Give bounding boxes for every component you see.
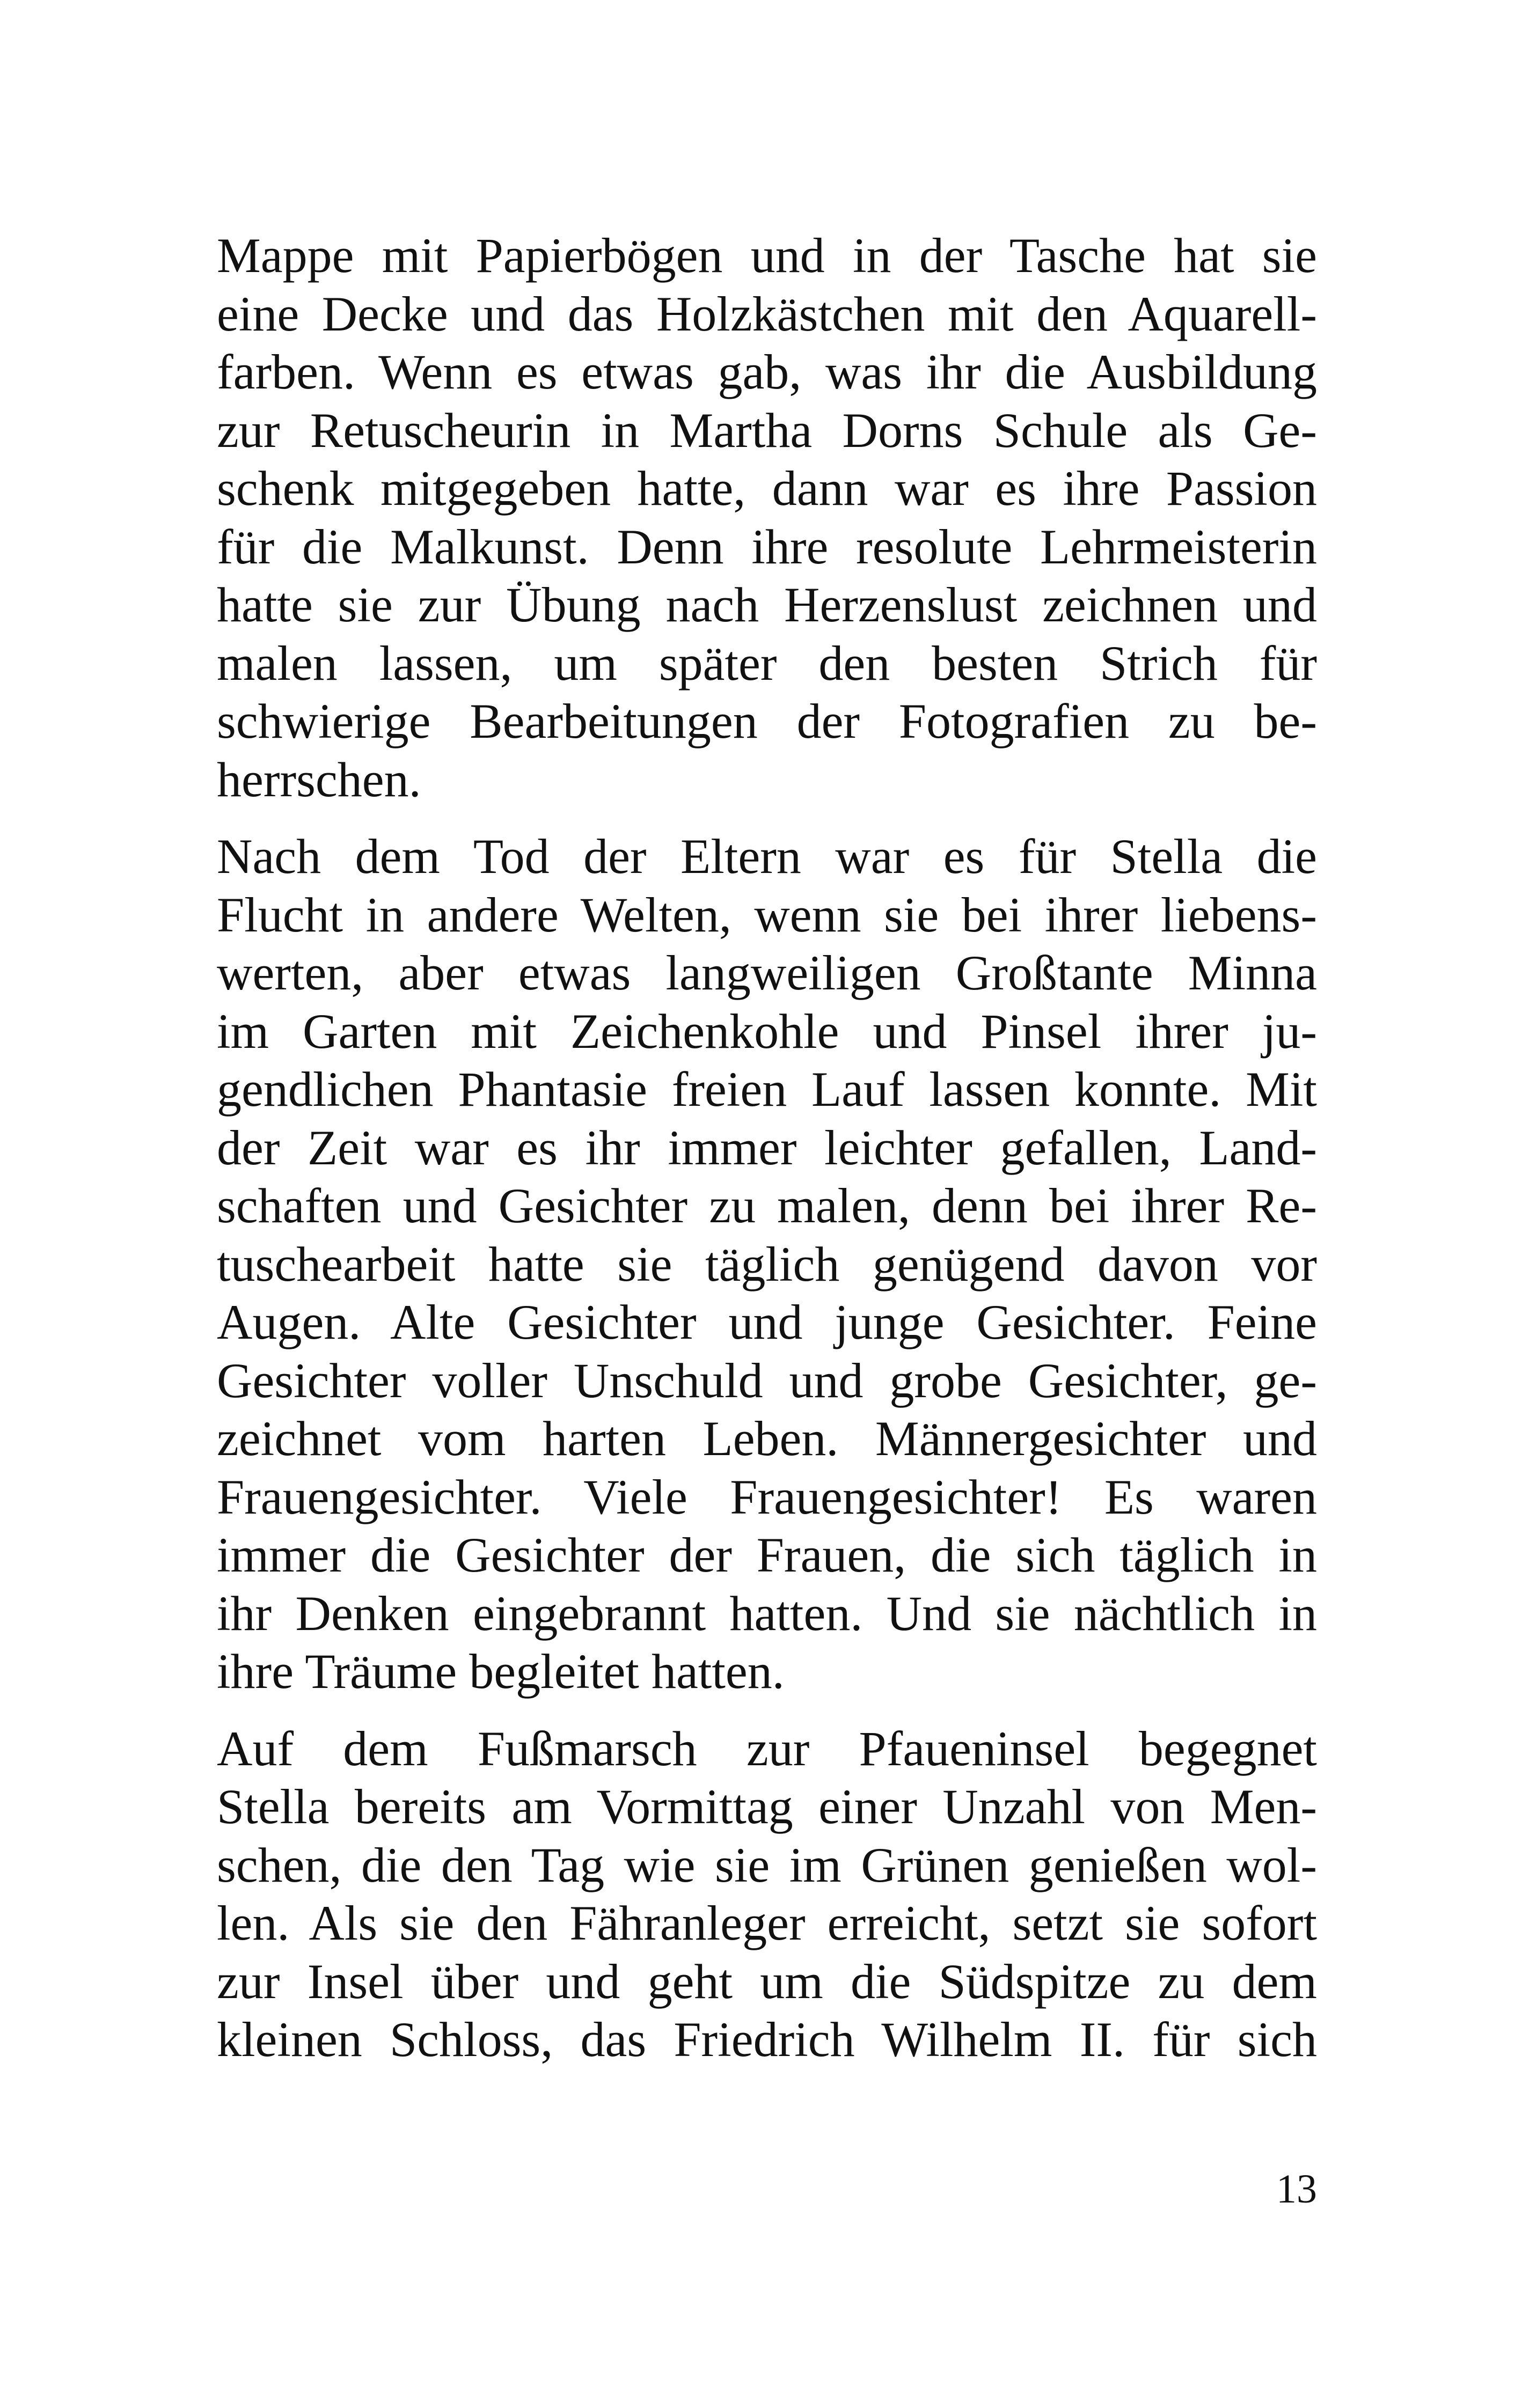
text-line: Frauengesichter. Viele Frauengesichter! Es waren (217, 1469, 1317, 1524)
text-line: tuschearbeit hatte sie täglich genügend davon vor (217, 1236, 1317, 1291)
text-line: Flucht in andere Welten, wenn sie bei ihrer liebens- (217, 887, 1317, 942)
text-line: zur Insel über und geht um die Südspitze zu dem (217, 1954, 1317, 2009)
page-number: 13 (1276, 2167, 1317, 2212)
paragraph-1 (217, 226, 1317, 809)
text-line: im Garten mit Zeichenkohle und Pinsel ihrer ju- (217, 1003, 1317, 1059)
text-line: ihr Denken eingebrannt hatten. Und sie nächtlich in (217, 1585, 1317, 1641)
text-line: Stella bereits am Vormittag einer Unzahl von Men- (217, 1779, 1317, 1834)
text-line: farben. Wenn es etwas gab, was ihr die Ausbildung (217, 344, 1317, 399)
text-line: len. Als sie den Fähranleger erreicht, setzt sie sofort (217, 1896, 1317, 1950)
text-line: immer die Gesichter der Frauen, die sich täglich in (217, 1528, 1317, 1582)
text-line: zur Retuscheurin in Martha Dorns Schule als Ge- (217, 402, 1317, 458)
text-line: Nach dem Tod der Eltern war es für Stella die (217, 829, 1317, 884)
text-line: hatte sie zur Übung nach Herzenslust zeichnen und (217, 577, 1317, 632)
text-line: Augen. Alte Gesichter und junge Gesichter. Feine (217, 1295, 1317, 1349)
text-line: malen lassen, um später den besten Strich für (217, 635, 1317, 691)
text-line: gendlichen Phantasie freien Lauf lassen konnte. Mit (217, 1062, 1317, 1117)
text-line: eine Decke und das Holzkästchen mit den Aquarell- (217, 286, 1317, 341)
text-line: herrschen. (217, 752, 421, 807)
text-line: ihre Träume begleitet hatten. (217, 1644, 785, 1699)
text-line: schen, die den Tag wie sie im Grünen genießen wol- (217, 1837, 1317, 1892)
text-line: schenk mitgegeben hatte, dann war es ihre Passion (217, 461, 1317, 516)
text-line: zeichnet vom harten Leben. Männergesichter und (217, 1411, 1317, 1466)
text-line: Auf dem Fußmarsch zur Pfaueninsel begegnet (217, 1721, 1317, 1776)
text-line: schaften und Gesichter zu malen, denn bei ihrer Re- (217, 1178, 1317, 1233)
page-body (217, 226, 1317, 2069)
text-line: für die Malkunst. Denn ihre resolute Lehrmeisterin (217, 519, 1317, 574)
text-line: Mappe mit Papierbögen und in der Tasche hat sie (217, 228, 1317, 283)
paragraph-2 (217, 827, 1317, 1701)
text-line: schwierige Bearbeitungen der Fotografien zu be- (217, 694, 1317, 748)
text-line: der Zeit war es ihr immer leichter gefallen, Land- (217, 1120, 1317, 1175)
text-line: werten, aber etwas langweiligen Großtante Minna (217, 945, 1317, 1000)
paragraph-3 (217, 1720, 1317, 2069)
text-line: kleinen Schloss, das Friedrich Wilhelm II. für sich (217, 2012, 1317, 2067)
text-line: Gesichter voller Unschuld und grobe Gesichter, ge- (217, 1353, 1317, 1408)
